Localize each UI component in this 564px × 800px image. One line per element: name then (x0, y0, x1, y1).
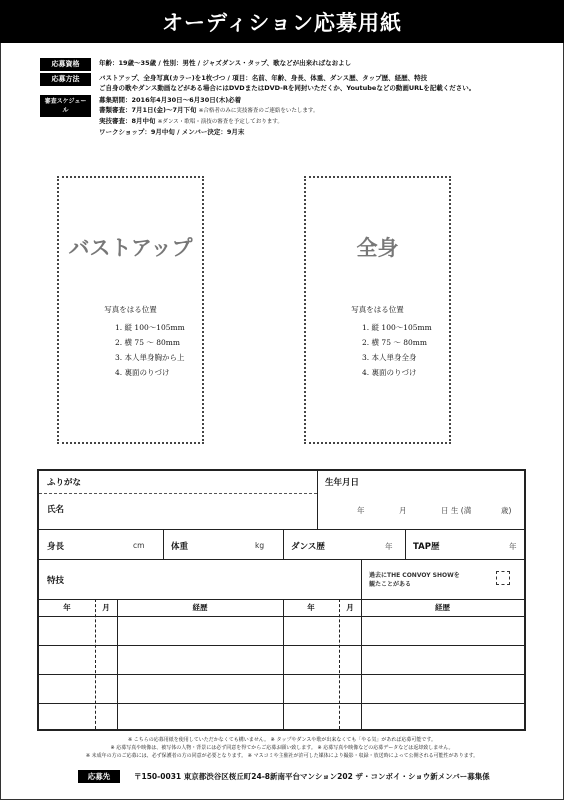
dance-unit: 年 (385, 542, 393, 551)
bust-photo-label: バストアップ (68, 236, 193, 260)
history-year-header: 年 (63, 603, 71, 612)
method-line-1: バストアップ、全身写真(カラー)を1枚づつ / 項目：名前、年齢、身長、体重、ダンス歴、タップ歴、経歴、特技 (99, 74, 428, 82)
bust-photo-area[interactable] (57, 176, 204, 444)
schedule-note-2: ※合格者のみに実技審査のご連絡をいたします。 (198, 108, 319, 114)
divider (39, 599, 524, 600)
notes (40, 736, 524, 760)
full-instruction: 2. 横 75 〜 80mm (362, 338, 428, 347)
info-section (40, 58, 540, 139)
schedule-line-2: 書類審査：7月1日(金)〜7月下旬 (99, 106, 197, 114)
full-instruction: 3. 本人単身全身 (362, 353, 417, 362)
full-photo-instructions (362, 320, 432, 380)
contact-badge: 応募先 (78, 770, 120, 783)
weight-label: 体重 (171, 542, 189, 552)
method-row (40, 73, 540, 93)
schedule-note-3: ※ダンス・歌唱・演技の審査を予定しております。 (157, 119, 283, 125)
full-instruction: 4. 裏面のりづけ (362, 368, 417, 377)
full-instruction: 1. 縦 100〜105mm (362, 323, 432, 332)
dance-label: ダンス歴 (291, 542, 325, 552)
dance-years-field[interactable] (283, 529, 405, 559)
full-photo-area[interactable] (304, 176, 451, 444)
birth-year-unit: 年 (357, 506, 365, 515)
history-month-header: 月 (102, 603, 110, 612)
bust-photo-instructions (115, 320, 185, 380)
contact (78, 770, 490, 783)
height-label: 身長 (47, 542, 65, 552)
contact-address: 〒150-0031 東京都渋谷区桜丘町24-8新南平台マンション202 ザ・コンボイ・ショウ新メンバー募集係 (134, 772, 490, 781)
eligibility-row (40, 58, 540, 71)
furigana-label: ふりがな (47, 478, 82, 488)
method-line-2: ご自身の歌やダンス動画などがある場合にはDVDまたはDVD-Rを同封いただくか、Youtubeなどの動画URLを記載ください。 (99, 84, 476, 92)
history-header: 経歴 (192, 603, 208, 612)
schedule-line-1: 募集期間：2016年4月30日〜6月30日(木)必着 (99, 96, 242, 104)
bust-instruction: 3. 本人単身胸から上 (115, 353, 185, 362)
schedule-row (40, 95, 540, 137)
height-unit: cm (133, 541, 145, 550)
bust-instruction: 1. 縦 100〜105mm (115, 323, 185, 332)
birth-day-age: 日 生 (満 (441, 506, 472, 515)
convoy-question-2: 観たことがある (369, 581, 412, 588)
height-field[interactable] (39, 529, 163, 559)
skills-field[interactable] (39, 559, 361, 599)
history-year-header: 年 (307, 603, 315, 612)
full-photo-sub: 写真をはる位置 (351, 305, 404, 314)
history-month-header: 月 (346, 603, 354, 612)
tap-unit: 年 (509, 542, 517, 551)
bust-photo-sub: 写真をはる位置 (104, 305, 157, 314)
convoy-checkbox[interactable] (496, 571, 510, 585)
name-field[interactable] (39, 493, 317, 529)
birth-field[interactable] (317, 471, 526, 529)
full-photo-label: 全身 (356, 236, 399, 260)
weight-field[interactable] (163, 529, 283, 559)
birth-age-unit: 歳) (501, 506, 512, 515)
name-label: 氏名 (47, 505, 65, 515)
note-line: ※ 未成年の方のご応募には、必ず保護者の方の同意が必要となります。 ※ マスコミや主催社が許可した媒体により撮影・収録・放送時によって公開される可能性があります。 (85, 753, 479, 759)
birth-label: 生年月日 (325, 478, 360, 488)
page-title: オーディション応募用紙 (0, 0, 564, 43)
application-form (37, 469, 526, 731)
history-table-body[interactable] (39, 616, 524, 729)
eligibility-text: 年齢：19歳〜35歳 / 性別：男性 / ジャズダンス・タップ、歌などが出来ればなおよし (99, 59, 352, 67)
note-line: ※ 応募写真や映像は、被写体の人物・背景には必ず同意を得てからご応募お願い致します。 ※ 応募写真や映像などの応募データなどは返却致しません。 (110, 745, 454, 751)
weight-unit: kg (255, 541, 265, 550)
eligibility-badge: 応募資格 (40, 58, 91, 71)
furigana-field[interactable] (39, 471, 317, 493)
divider (361, 559, 362, 599)
schedule-line-3: 実技審査：8月中旬 (99, 117, 156, 125)
schedule-badge: 審査スケジュール (40, 95, 91, 117)
bust-instruction: 2. 横 75 〜 80mm (115, 338, 181, 347)
tap-label: TAP歴 (413, 542, 440, 552)
note-line: ※ こちらの応募用紙を使用していただかなくても構いません。 ※ タップやダンスや歌が出来なくても「やる気」があれば応募可能です。 (128, 737, 436, 743)
skills-label: 特技 (47, 576, 65, 586)
history-header: 経歴 (435, 603, 450, 612)
schedule-line-4: ワークショップ：9月中旬 / メンバー決定：9月末 (99, 128, 245, 136)
bust-instruction: 4. 裏面のりづけ (115, 368, 170, 377)
convoy-question-1: 過去にTHE CONVOY SHOWを (369, 572, 460, 579)
method-badge: 応募方法 (40, 73, 91, 86)
tap-years-field[interactable] (405, 529, 524, 559)
birth-month-unit: 月 (399, 506, 407, 515)
